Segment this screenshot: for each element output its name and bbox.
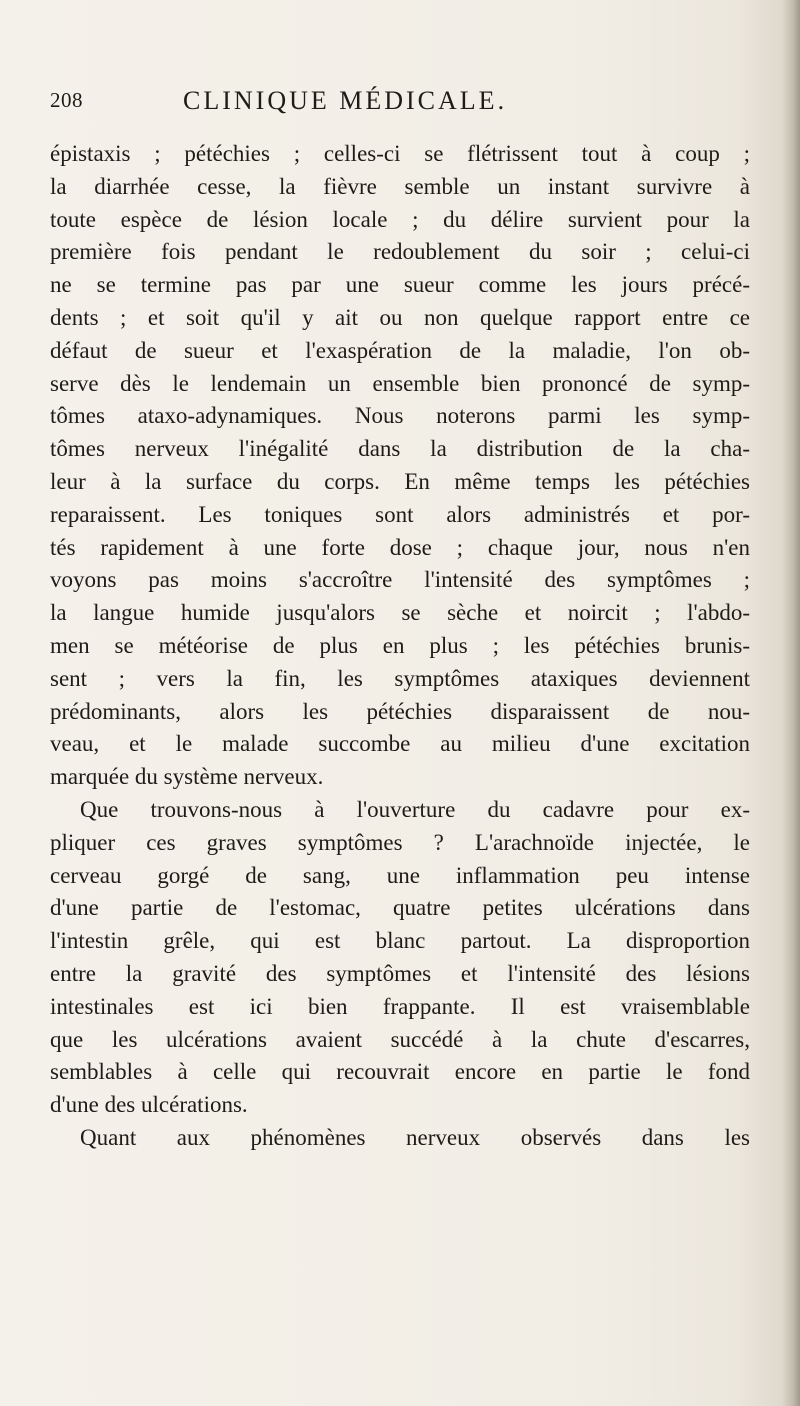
text-line: l'intestin grêle, qui est blanc partout. La disproportion [50,928,750,954]
text-line: tés rapidement à une forte dose ; chaque jour, nous n'en [50,534,750,560]
text-line: serve dès le lendemain un ensemble bien prononcé de symp- [50,370,750,396]
text-line: tômes ataxo-adynamiques. Nous noterons parmi les symp- [50,403,750,429]
text-line: leur à la surface du corps. En même temps les pétéchies [50,468,750,494]
text-line: semblables à celle qui recouvrait encore en partie le fond [50,1059,750,1085]
text-line: tômes nerveux l'inégalité dans la distribution de la cha- [50,436,750,462]
paragraph-start-line: Quant aux phénomènes nerveux observés dans les [80,1124,750,1150]
text-line: entre la gravité des symptômes et l'intensité des lésions [50,960,750,986]
text-line: que les ulcérations avaient succédé à la chute d'escarres, [50,1026,750,1052]
page-edge-shadow [782,0,800,1406]
text-line: d'une partie de l'estomac, quatre petites ulcérations dans [50,895,750,921]
text-line: veau, et le malade succombe au milieu d'une excitation [50,731,750,757]
body-text [50,138,750,1155]
text-line: sent ; vers la fin, les symptômes ataxiques deviennent [50,665,750,691]
paragraph-end-line: d'une des ulcérations. [50,1092,248,1118]
text-line: défaut de sueur et l'exaspération de la maladie, l'on ob- [50,337,750,363]
text-line: voyons pas moins s'accroître l'intensité des symptômes ; [50,567,750,593]
text-line: intestinales est ici bien frappante. Il est vraisemblable [50,993,750,1019]
running-head [50,86,750,126]
text-line: ne se termine pas par une sueur comme les jours précé- [50,272,750,298]
text-line: pliquer ces graves symptômes ? L'arachnoïde injectée, le [50,829,750,855]
text-line: première fois pendant le redoublement du soir ; celui-ci [50,239,750,265]
running-title: CLINIQUE MÉDICALE. [183,86,508,115]
text-line: cerveau gorgé de sang, une inflammation peu intense [50,862,750,888]
text-line: men se météorise de plus en plus ; les pétéchies brunis- [50,632,750,658]
paragraph-start-line: Que trouvons-nous à l'ouverture du cadavre pour ex- [80,796,750,822]
text-line: prédominants, alors les pétéchies disparaissent de nou- [50,698,750,724]
text-line: épistaxis ; pétéchies ; celles-ci se flétrissent tout à coup ; [50,141,750,166]
text-line: reparaissent. Les toniques sont alors administrés et por- [50,501,750,527]
text-line: la langue humide jusqu'alors se sèche et noircit ; l'abdo- [50,600,750,626]
page-number: 208 [50,88,83,112]
text-line: toute espèce de lésion locale ; du délire survient pour la [50,206,750,232]
text-line: la diarrhée cesse, la fièvre semble un instant survivre à [50,173,750,199]
paragraph-end-line: marquée du système nerveux. [50,764,324,790]
text-line: dents ; et soit qu'il y ait ou non quelque rapport entre ce [50,304,750,330]
